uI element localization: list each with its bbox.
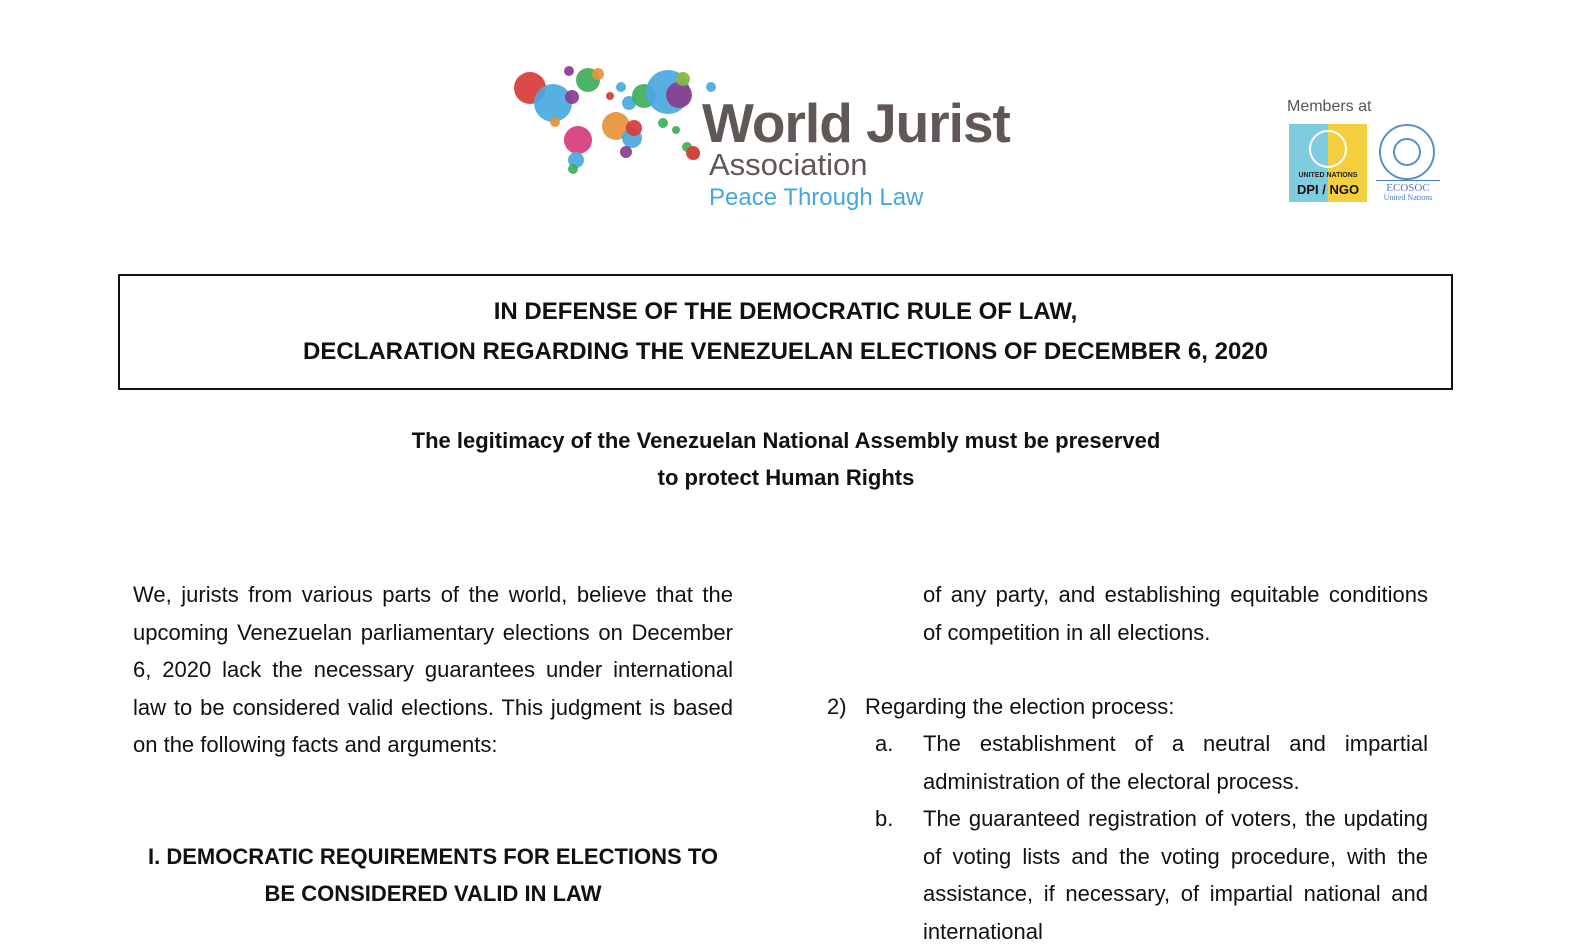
title-line1: IN DEFENSE OF THE DEMOCRATIC RULE OF LAW, — [493, 298, 1078, 325]
subtitle-line2: to protect Human Rights — [657, 465, 915, 490]
logo-subtitle: Association — [709, 147, 868, 182]
right-continuation-text: of any party, and establishing equitable conditions of competition in all elections. — [923, 582, 1428, 645]
ecosoc-name: ECOSOC — [1376, 180, 1440, 194]
ecosoc-emblem-icon — [1379, 124, 1435, 180]
section-heading-line1: I. DEMOCRATIC REQUIREMENTS FOR ELECTIONS TO — [148, 844, 718, 869]
declaration-title-box — [118, 274, 1453, 390]
item2-number: 2) — [827, 694, 847, 719]
logo-tagline: Peace Through Law — [709, 184, 924, 211]
world-jurist-association-logo — [510, 62, 1040, 222]
item2b-text: The guaranteed registration of voters, the updating of voting lists and the voting procedure, with the assistance, if necessary, of impartial national and international — [923, 806, 1428, 944]
intro-text: We, jurists from various parts of the world, believe that the upcoming Venezuelan parliamentary elections on December 6, 2020 lack the necessary guarantees under international law to be considered valid elections. This judgment is based on the following facts and arguments: — [133, 582, 733, 757]
un-line2: DPI / NGO — [1296, 182, 1360, 197]
section-heading-line2: BE CONSIDERED VALID IN LAW — [264, 881, 602, 906]
subtitle-line1: The legitimacy of the Venezuelan National Assembly must be preserved — [411, 428, 1161, 453]
members-at-badges — [1284, 96, 1454, 206]
un-globe-icon — [1309, 130, 1347, 168]
item2a-text: The establishment of a neutral and impartial administration of the electoral process. — [923, 731, 1428, 794]
un-line1: UNITED NATIONS — [1298, 172, 1358, 179]
item2a-letter: a. — [875, 731, 894, 756]
un-dpi-ngo-logo — [1289, 124, 1367, 202]
members-label: Members at — [1287, 98, 1372, 115]
world-map-dots-icon — [510, 62, 730, 182]
intro-paragraph — [133, 576, 733, 764]
section-heading — [133, 838, 733, 912]
ecosoc-subtitle: United Nations — [1383, 193, 1433, 202]
title-line2: DECLARATION REGARDING THE VENEZUELAN ELECTIONS OF DECEMBER 6, 2020 — [303, 338, 1268, 365]
item2-text: Regarding the election process: — [865, 694, 1175, 719]
logo-title: World Jurist — [702, 92, 1010, 154]
item2b-letter: b. — [875, 806, 894, 831]
